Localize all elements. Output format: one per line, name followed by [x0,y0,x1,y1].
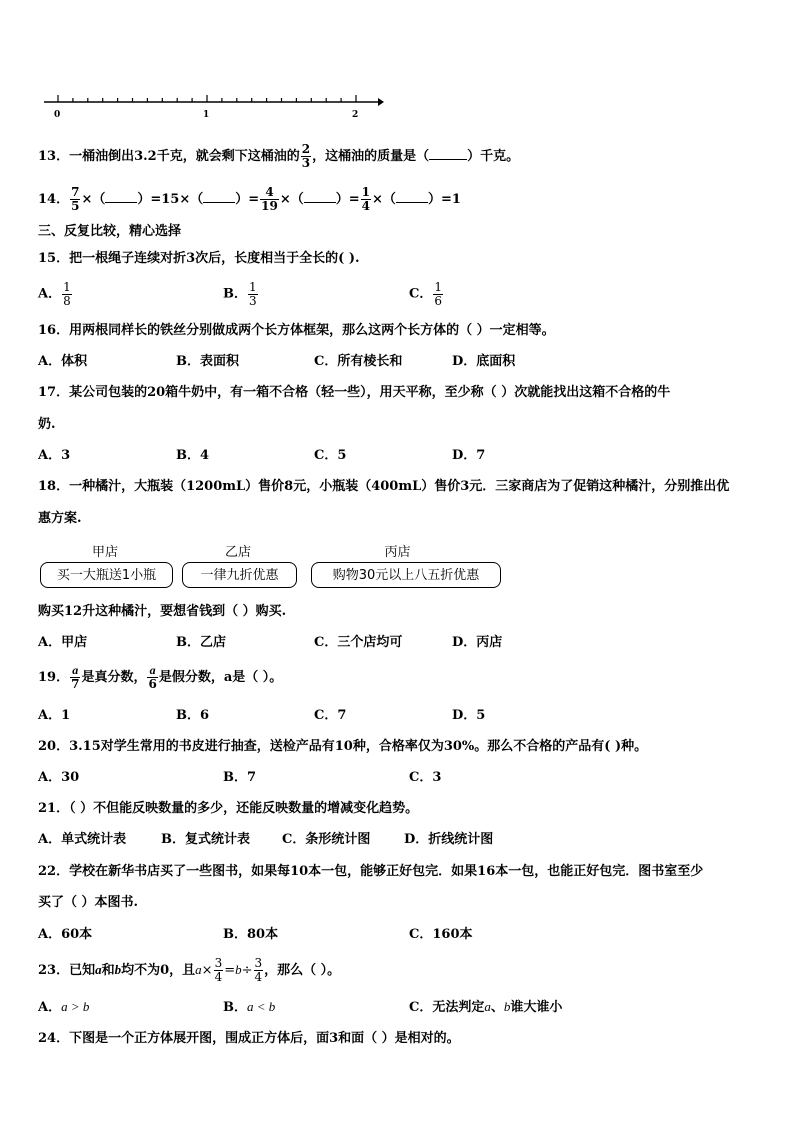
question-17-line-2: 奶. [38,417,56,432]
question-17-line-1: 17．某公司包装的20箱牛奶中，有一箱不合格（轻一些），用天平称，至少称（ ）次就能找出这箱不合格的牛 [38,385,671,400]
q14-fraction-3: $\frac{1}{4}$ [361,185,371,213]
q20-option-a[interactable]: A．30 [38,770,80,785]
q20-option-b[interactable]: B．7 [223,770,257,785]
question-18-line-1: 18．一种橘汁，大瓶装（1200mL）售价8元，小瓶装（400mL）售价3元．三家商店为了促销这种橘汁，分别推出优 [38,479,730,494]
question-18-ask: 购买12升这种橘汁，要想省钱到（ ）购买. [38,604,287,619]
q20-option-c[interactable]: C．3 [409,770,442,785]
q15-option-a[interactable]: A． $\frac{1}{8}$ [38,280,71,308]
q14-text-4: ×（ [279,192,304,207]
q17-option-a[interactable]: A．3 [38,448,71,463]
question-20: 20．3.15对学生常用的书皮进行抽查，送检产品有10种，合格率仅为30%。那么不合格的产品有( )种。 [38,739,648,754]
question-18-line-2: 惠方案. [38,511,82,526]
question-22-line-2: 买了（ ）本图书. [38,895,139,910]
q22-option-b[interactable]: B．80本 [223,927,279,942]
q23-option-a[interactable]: A．a > b [38,999,90,1015]
q13-prefix: 13．一桶油倒出3.2千克，就会剩下这桶油的 [38,149,300,164]
q23-fraction-1: $\frac{3}{4}$ [214,956,223,984]
shop-name-jia: 甲店 [91,545,118,560]
q19-option-a[interactable]: A．1 [38,708,71,723]
question-23: 23．已知a和b均不为0，且a× $\frac{3}{4}$ =b÷ $\frac{3}{4}$ ，那么（ ）。 [38,956,341,984]
number-line-label-0: 0 [54,110,61,120]
q17-option-d[interactable]: D．7 [452,448,486,463]
shop-offer-yi: 一律九折优惠 [182,562,297,588]
q23-fraction-2: $\frac{3}{4}$ [254,956,263,984]
q16-option-d[interactable]: D．底面积 [452,354,516,369]
q23-option-c[interactable]: C．无法判定a、b谁大谁小 [409,999,563,1015]
q16-option-b[interactable]: B．表面积 [176,354,239,369]
q14-blank-1[interactable] [105,202,137,203]
q23-option-b[interactable]: B．a < b [223,999,276,1015]
number-line-label-2: 2 [352,110,359,120]
q22-option-c[interactable]: C．160本 [409,927,473,942]
question-16: 16．用两根同样长的铁丝分别做成两个长方体框架，那么这两个长方体的（ ）一定相等。 [38,323,555,338]
number-line [40,92,385,122]
q13-fraction: $\frac{2}{3}$ [301,142,311,170]
q19-fraction-2: $\frac{a}{6}$ [148,663,157,691]
question-13 [38,143,519,171]
question-22-line-1: 22．学校在新华书店买了一些图书，如果每10本一包，能够正好包完．如果16本一包，也能正好包完．图书室至少 [38,864,704,879]
q21-option-d[interactable]: D．折线统计图 [404,832,494,847]
q14-text-2: ）=15×（ [137,192,204,207]
q18-option-b[interactable]: B．乙店 [176,635,226,650]
q17-option-b[interactable]: B．4 [176,448,210,463]
q19-option-d[interactable]: D．5 [452,708,486,723]
q16-option-c[interactable]: C．所有棱长和 [314,354,403,369]
q14-number: 14． [38,192,70,207]
q22-option-a[interactable]: A．60本 [38,927,93,942]
q14-fraction-1: $\frac{7}{5}$ [71,185,80,213]
question-14 [38,185,461,215]
shop-name-yi: 乙店 [224,545,251,560]
question-21: 21．（ ）不但能反映数量的多少，还能反映数量的增减变化趋势。 [38,801,419,816]
question-19: 19． $\frac{a}{7}$ 是真分数， $\frac{a}{6}$ 是假分数，a是（ ）。 [38,663,283,691]
question-24: 24．下图是一个正方体展开图，围成正方体后，面3和面（ ）是相对的。 [38,1031,460,1046]
q14-blank-2[interactable] [203,202,235,203]
q19-fraction-1: $\frac{a}{7}$ [71,663,80,691]
shop-offer-bing: 购物30元以上八五折优惠 [311,562,501,588]
q14-text-5: ）= [335,192,360,207]
q17-option-c[interactable]: C．5 [314,448,347,463]
q21-option-a[interactable]: A．单式统计表 [38,832,127,847]
q13-suffix: ，这桶油的质量是（ [312,149,430,164]
q13-answer-blank[interactable] [429,159,467,160]
q21-option-b[interactable]: B．复式统计表 [161,832,250,847]
q21-option-c[interactable]: C．条形统计图 [282,832,371,847]
q18-option-c[interactable]: C．三个店均可 [314,635,403,650]
q19-option-c[interactable]: C．7 [314,708,347,723]
q14-text-7: ）=1 [427,192,461,207]
q15-option-b[interactable]: B． $\frac{1}{3}$ [223,280,257,308]
q15-option-c[interactable]: C． $\frac{1}{6}$ [409,280,442,308]
q14-blank-4[interactable] [396,202,428,203]
q14-text-3: ）= [235,192,260,207]
section-title: 三、反复比较，精心选择 [38,224,182,239]
q18-option-a[interactable]: A．甲店 [38,635,88,650]
number-line-label-1: 1 [203,110,210,120]
q14-blank-3[interactable] [304,202,336,203]
q14-text-6: ×（ [372,192,396,207]
q19-option-b[interactable]: B．6 [176,708,210,723]
q14-fraction-2: $\frac{4}{19}$ [261,185,278,213]
q13-end: ）千克。 [467,149,520,164]
shop-name-bing: 丙店 [384,545,411,560]
shop-offer-jia: 买一大瓶送1小瓶 [40,562,173,588]
q16-option-a[interactable]: A．体积 [38,354,88,369]
q18-option-d[interactable]: D．丙店 [452,635,503,650]
question-15: 15．把一根绳子连续对折3次后，长度相当于全长的( ). [38,251,360,266]
q14-text-1: ×（ [81,192,106,207]
